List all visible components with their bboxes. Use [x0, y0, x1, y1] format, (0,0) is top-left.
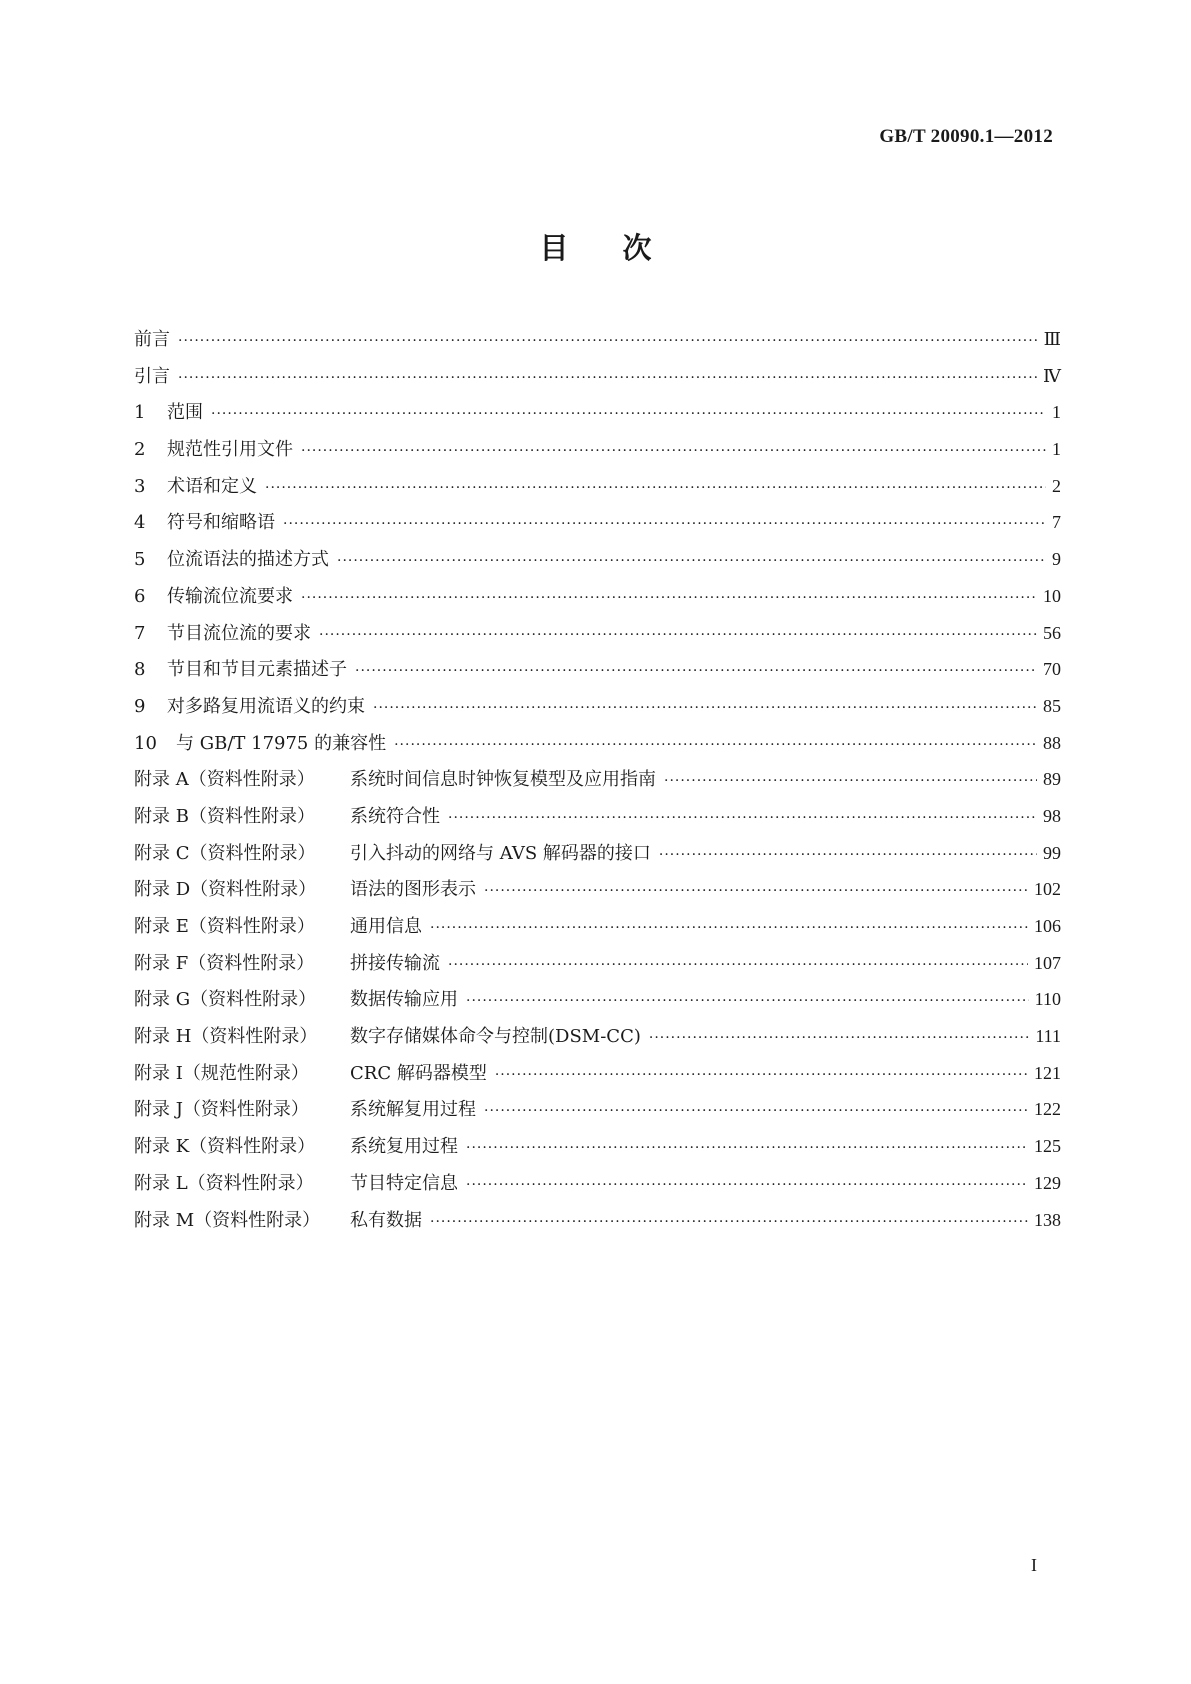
dot-leader — [394, 737, 1037, 753]
dot-leader — [649, 1030, 1029, 1046]
toc-entry-foreword[interactable] — [134, 325, 1061, 362]
toc-entry-title: 范围 — [167, 402, 203, 424]
toc-entry-page: 2 — [1052, 475, 1061, 496]
toc-entry-clause-10[interactable] — [134, 729, 1061, 766]
toc-entry-page: 9 — [1052, 549, 1061, 570]
toc-entry-title: 系统解复用过程 — [350, 1099, 476, 1121]
toc-entry-annex-label: 附录 H（资料性附录） — [134, 1026, 318, 1048]
toc-entry-number: 8 — [134, 659, 146, 681]
toc-entry-title: 前言 — [134, 329, 170, 350]
dot-leader — [466, 993, 1029, 1009]
toc-entry-annex-label: 附录 E（资料性附录） — [134, 916, 315, 937]
toc-entry-page: 121 — [1034, 1062, 1061, 1083]
toc-entry-title: 引入抖动的网络与 AVS 解码器的接口 — [350, 842, 651, 864]
toc-entry-page: 125 — [1034, 1136, 1061, 1157]
toc-entry-title: 与 GB/T 17975 的兼容性 — [176, 732, 387, 754]
dot-leader — [495, 1067, 1028, 1083]
toc-entry-introduction[interactable] — [134, 362, 1061, 399]
toc-entry-page: 107 — [1034, 952, 1061, 973]
toc-entry-page: 88 — [1043, 732, 1061, 753]
toc-entry-title: 节目特定信息 — [350, 1172, 458, 1194]
dot-leader — [283, 516, 1046, 532]
toc-entry-title: 节目流位流的要求 — [167, 622, 311, 644]
toc-entry-number: 2 — [134, 439, 146, 461]
dot-leader — [178, 370, 1037, 386]
dot-leader — [659, 847, 1037, 863]
toc-entry-annex-label: 附录 D（资料性附录） — [134, 879, 317, 901]
dot-leader — [319, 627, 1037, 643]
toc-entry-title: 符号和缩略语 — [167, 512, 275, 534]
dot-leader — [211, 406, 1046, 422]
toc-entry-annex-label: 附录 A（资料性附录） — [134, 769, 315, 791]
toc-entry-page: 10 — [1043, 585, 1061, 606]
toc-entry-page: 70 — [1043, 659, 1061, 680]
toc-entry-title: 私有数据 — [350, 1209, 422, 1231]
toc-entry-clause-3[interactable] — [134, 472, 1061, 509]
dot-leader — [466, 1177, 1028, 1193]
toc-entry-page: 129 — [1034, 1172, 1061, 1193]
dot-leader — [355, 663, 1037, 679]
toc-entry-number: 5 — [134, 549, 146, 571]
toc-entry-page: 106 — [1034, 916, 1061, 936]
toc-entry-page: 56 — [1043, 622, 1061, 643]
standard-number: GB/T 20090.1—2012 — [879, 126, 1053, 147]
toc-entry-number: 10 — [134, 732, 157, 754]
toc-entry-title: 数字存储媒体命令与控制(DSM-CC) — [350, 1026, 641, 1048]
toc-entry-annex-j[interactable] — [134, 1095, 1061, 1132]
toc-entry-annex-b[interactable] — [134, 802, 1061, 839]
toc-entry-title: 规范性引用文件 — [167, 439, 293, 461]
dot-leader — [430, 1214, 1028, 1230]
toc-entry-title: 节目和节目元素描述子 — [167, 659, 347, 681]
toc-entry-clause-8[interactable] — [134, 655, 1061, 692]
toc-entry-annex-d[interactable] — [134, 875, 1061, 912]
toc-entry-number: 6 — [134, 585, 146, 607]
toc-entry-page: 85 — [1043, 695, 1061, 716]
toc-entry-annex-c[interactable] — [134, 839, 1061, 876]
toc-entry-annex-m[interactable] — [134, 1206, 1061, 1243]
toc-entry-page: 1 — [1052, 439, 1061, 460]
dot-leader — [484, 1103, 1028, 1119]
toc-entry-title: 对多路复用流语义的约束 — [167, 695, 365, 717]
toc-entry-clause-6[interactable] — [134, 582, 1061, 619]
toc-entry-annex-i[interactable] — [134, 1059, 1061, 1096]
toc-entry-annex-label: 附录 M（资料性附录） — [134, 1209, 321, 1231]
toc-entry-page: 138 — [1034, 1209, 1061, 1230]
dot-leader — [466, 1140, 1028, 1156]
dot-leader — [664, 773, 1037, 789]
toc-entry-clause-1[interactable] — [134, 398, 1061, 435]
toc-entry-title: 传输流位流要求 — [167, 585, 293, 607]
toc-entry-title: 位流语法的描述方式 — [167, 549, 329, 571]
toc-entry-annex-label: 附录 L（资料性附录） — [134, 1172, 314, 1194]
toc-entry-annex-h[interactable] — [134, 1022, 1061, 1059]
toc-entry-page: 98 — [1043, 805, 1061, 826]
toc-entry-title: 系统复用过程 — [350, 1136, 458, 1158]
dot-leader — [337, 553, 1046, 569]
dot-leader — [484, 883, 1028, 899]
toc-entry-page: 110 — [1034, 989, 1061, 1010]
toc-entry-page: 99 — [1043, 842, 1061, 863]
toc-entry-title: 通用信息 — [350, 916, 422, 937]
page-title — [0, 226, 1191, 267]
toc-entry-page: 122 — [1034, 1099, 1061, 1120]
toc-entry-clause-7[interactable] — [134, 619, 1061, 656]
toc-entry-page: 7 — [1052, 512, 1061, 533]
toc-entry-number: 1 — [134, 402, 146, 424]
dot-leader — [430, 920, 1028, 936]
toc-entry-number: 9 — [134, 695, 146, 717]
toc-entry-title: 语法的图形表示 — [350, 879, 476, 901]
toc-entry-number: 7 — [134, 622, 146, 644]
toc-entry-number: 3 — [134, 475, 146, 497]
toc-entry-page: 1 — [1052, 402, 1061, 423]
dot-leader — [448, 957, 1028, 973]
toc-entry-title: 术语和定义 — [167, 475, 257, 497]
toc-entry-title: 拼接传输流 — [350, 952, 440, 974]
toc-entry-title: 引言 — [134, 365, 170, 387]
toc-entry-clause-2[interactable] — [134, 435, 1061, 472]
toc-entry-page: 111 — [1035, 1026, 1061, 1047]
table-of-contents — [134, 325, 1061, 1242]
toc-entry-annex-label: 附录 B（资料性附录） — [134, 805, 315, 827]
dot-leader — [301, 443, 1046, 459]
dot-leader — [301, 590, 1037, 606]
dot-leader — [265, 480, 1046, 496]
toc-entry-number: 4 — [134, 512, 146, 534]
toc-entry-annex-label: 附录 F（资料性附录） — [134, 952, 315, 974]
toc-entry-annex-label: 附录 K（资料性附录） — [134, 1136, 316, 1158]
toc-entry-clause-5[interactable] — [134, 545, 1061, 582]
dot-leader — [448, 810, 1037, 826]
toc-entry-clause-4[interactable] — [134, 508, 1061, 545]
toc-entry-title: 数据传输应用 — [350, 989, 458, 1011]
toc-entry-page: Ⅳ — [1043, 365, 1061, 386]
dot-leader — [178, 333, 1038, 349]
toc-entry-annex-a[interactable] — [134, 765, 1061, 802]
toc-entry-title: 系统时间信息时钟恢复模型及应用指南 — [350, 769, 656, 791]
page-title-char-2: 次 — [622, 231, 652, 265]
page-title-char-1: 目 — [539, 231, 569, 265]
toc-entry-annex-g[interactable] — [134, 985, 1061, 1022]
toc-entry-annex-label: 附录 G（资料性附录） — [134, 989, 317, 1011]
toc-entry-annex-f[interactable] — [134, 949, 1061, 986]
toc-entry-title: 系统符合性 — [350, 805, 440, 827]
toc-entry-page: Ⅲ — [1043, 329, 1061, 349]
toc-entry-annex-l[interactable] — [134, 1169, 1061, 1206]
page-number: I — [1031, 1555, 1037, 1575]
toc-entry-annex-label: 附录 C（资料性附录） — [134, 842, 316, 864]
toc-entry-annex-label: 附录 J（资料性附录） — [134, 1099, 309, 1121]
toc-entry-annex-k[interactable] — [134, 1132, 1061, 1169]
toc-entry-page: 102 — [1034, 879, 1061, 900]
toc-entry-clause-9[interactable] — [134, 692, 1061, 729]
toc-entry-annex-e[interactable] — [134, 912, 1061, 949]
dot-leader — [373, 700, 1037, 716]
toc-entry-title: CRC 解码器模型 — [350, 1062, 487, 1084]
toc-entry-page: 89 — [1043, 769, 1061, 790]
toc-entry-annex-label: 附录 I（规范性附录） — [134, 1062, 309, 1084]
